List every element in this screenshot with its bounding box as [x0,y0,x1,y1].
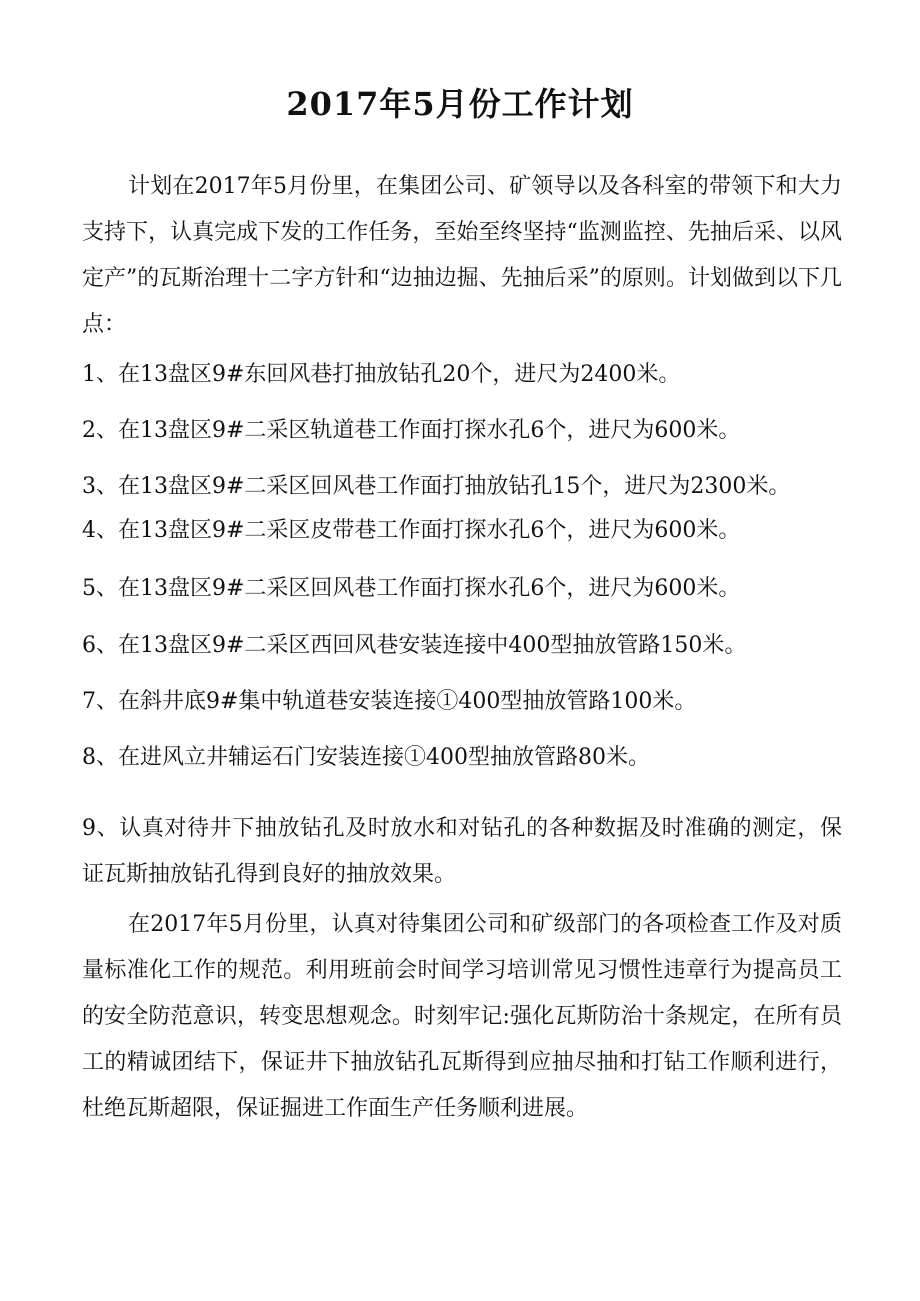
intro-paragraph: 计划在2017年5月份里，在集团公司、矿领导以及各科室的带领下和大力支持下，认真完成下发的工作任务，至始至终坚持“监测监控、先抽后采、以风定产”的瓦斯治理十二字方针和“边抽边掘、先抽后采”的原则。计划做到以下几点： [82,174,842,337]
plan-item-4: 4、在13盘区9#二采区皮带巷工作面打探水孔6个，进尺为600米。 [82,518,741,543]
plan-item-7: 7、在斜井底9#集中轨道巷安装连接①400型抽放管路100米。 [82,689,697,714]
plan-item-8: 8、在进风立井辅运石门安装连接①400型抽放管路80米。 [82,745,650,770]
document-title: 2017年5月份工作计划 [286,85,634,123]
plan-item-2: 2、在13盘区9#二采区轨道巷工作面打探水孔6个，进尺为600米。 [82,418,741,443]
plan-item-6: 6、在13盘区9#二采区西回风巷安装连接中400型抽放管路150米。 [82,633,747,658]
closing-paragraph: 在2017年5月份里，认真对待集团公司和矿级部门的各项检查工作及对质量标准化工作的规范。利用班前会时间学习培训常见习惯性违章行为提高员工的安全防范意识，转变思想观念。时刻牢记:强化瓦斯防治十条规定，在所有员工的精诚团结下，保证井下抽放钻孔瓦斯得到应抽尽抽和打钻工作顺利进行，杜绝瓦斯超限，保证掘进工作面生产任务顺利进展。 [82,912,842,1121]
plan-item-1: 1、在13盘区9#东回风巷打抽放钻孔20个，进尺为2400米。 [82,362,681,387]
plan-item-3: 3、在13盘区9#二采区回风巷工作面打抽放钻孔15个，进尺为2300米。 [82,474,791,499]
plan-item-5: 5、在13盘区9#二采区回风巷工作面打探水孔6个，进尺为600米。 [82,576,741,601]
plan-item-9: 9、认真对待井下抽放钻孔及时放水和对钻孔的各种数据及时准确的测定，保证瓦斯抽放钻孔得到良好的抽放效果。 [82,816,842,887]
